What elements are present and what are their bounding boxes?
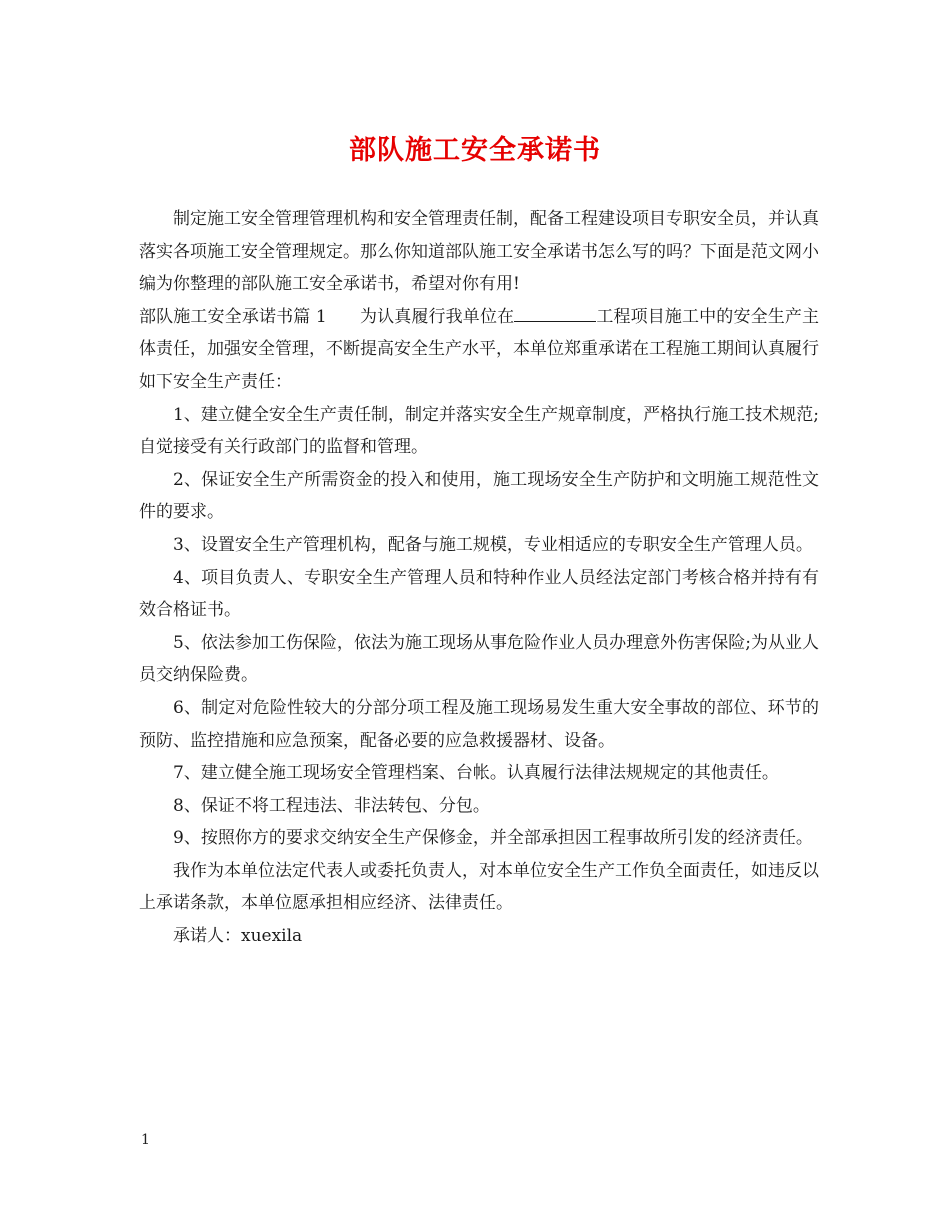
intro-line-2: 并认真落实各项施工安全管理规定。那么你知道部队施工安全承诺书怎么写的吗？	[139, 209, 819, 262]
document-title: 部队施工安全承诺书	[349, 135, 601, 166]
list-item: 6、制定对危险性较大的分部分项工程及施工现场易发生重大安全事故的部位、环节的预防、监控措施和应急预案，配备必要的应急救援器材、设备。	[139, 697, 819, 751]
list-item: 3、设置安全生产管理机构，配备与施工规模，专业相适应的专职安全生产管理人员。	[173, 534, 813, 555]
intro-paragraph	[139, 203, 819, 301]
list-item: 7、建立健全施工现场安全管理档案、台帐。认真履行法律法规规定的其他责任。	[173, 763, 779, 784]
signer-line: 承诺人：xuexila	[173, 926, 303, 947]
commitment-text-4: 施工期间认真履行如下安全生产责任：	[139, 339, 819, 392]
list-item: 2、保证安全生产所需资金的投入和使用，施工现场安全生产防护和文明施工规范性文件的要求。	[139, 469, 819, 523]
intro-line-3: 下面是范文网小编为你整理的部队施工安全承诺书，希望对你有用!	[139, 241, 819, 295]
list-item: 5、依法参加工伤保险，依法为施工现场从事危险作业人员办理意外伤害保险;为从业人员交纳保险费。	[139, 632, 819, 686]
section-label: 部队施工安全承诺书篇 1	[139, 306, 327, 327]
list-item: 1、建立健全安全生产责任制，制定并落实安全生产规章制度，严格执行施工技术规范;自觉接受有关行政部门的监督和管理。	[139, 404, 819, 458]
intro-line-1: 制定施工安全管理管理机构和安全管理责任制，配备工程建设项目专职安全员，	[173, 209, 768, 229]
commitment-text-2: 工程项目施工中的安	[596, 306, 751, 327]
document-body	[139, 203, 819, 953]
list-item: 4、项目负责人、专职安全生产管理人员和特种作业人员经法定部门考核合格并持有有效合格证书。	[139, 567, 819, 621]
commitment-paragraph	[139, 301, 819, 399]
page-number: 1	[141, 1132, 150, 1148]
list-item: 8、保证不将工程违法、非法转包、分包。	[173, 795, 490, 816]
project-name-blank	[514, 305, 596, 322]
list-item: 9、按照你方的要求交纳安全生产保修金，并全部承担因工程事故所引发的经济责任。	[173, 828, 813, 849]
commitment-text-3: 全生产主体责任，加强安全管理，不断提高安全生产水平，本单位郑重承诺在工程	[139, 306, 820, 360]
commitment-text-1: 为认真履行我单位在	[359, 306, 515, 327]
closing-paragraph: 我作为本单位法定代表人或委托负责人，对本单位安全生产工作负全面责任，如违反以上承诺条款，本单位愿承担相应经济、法律责任。	[139, 860, 819, 914]
